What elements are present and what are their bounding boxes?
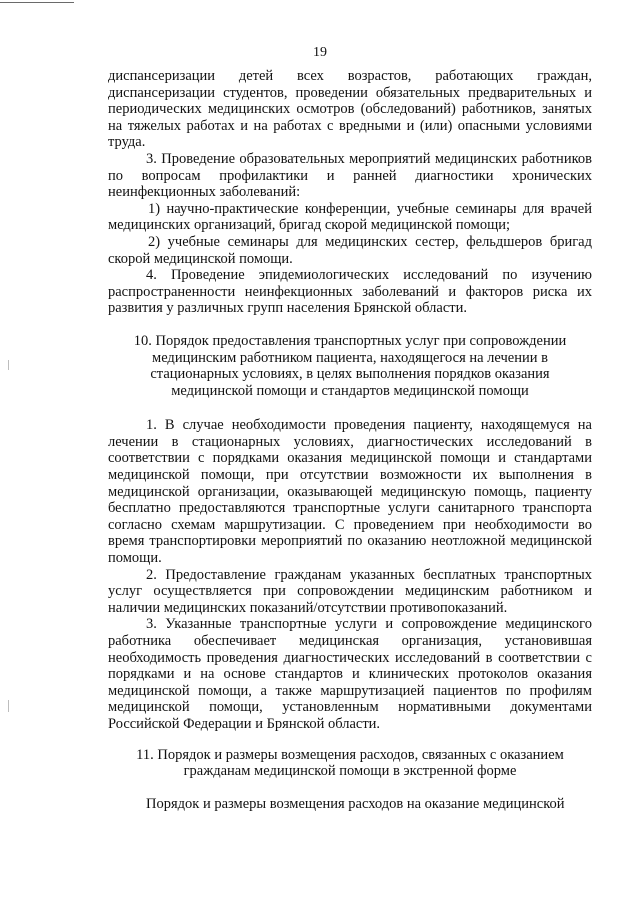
paragraph-section-10-item-2: 2. Предоставление гражданам указанных бесплатных транспортных услуг осуществляется при сопровождении медицинским работником и наличии медицинских показаний/отсутствии противопоказаний. — [108, 566, 592, 616]
paragraph-subitem-2-seminars: 2) учебные семинары для медицинских сестер, фельдшеров бригад скорой медицинской помощи. — [108, 233, 592, 267]
paragraph-item-3-education: 3. Проведение образовательных мероприятий медицинских работников по вопросам профилактики и ранней диагностики хронических неинфекционных заболеваний: — [108, 150, 592, 201]
paragraph-dispanserizatsii: диспансеризации детей всех возрастов, работающих граждан, диспансеризации студентов, проведении обязательных предварительных и периодических медицинских осмотров (обследований) работников, занятых на тяжелых работах и на работах с вредными и (или) опасными условиями труда. — [108, 68, 592, 151]
top-edge-rule — [0, 2, 74, 3]
paragraph-section-11-intro: Порядок и размеры возмещения расходов на оказание медицинской — [146, 795, 565, 812]
paragraph-item-4-epidemiology: 4. Проведение эпидемиологических исследований по изучению распространенности неинфекционных заболеваний и факторов риска их развития у различных групп населения Брянской области. — [108, 267, 592, 317]
page-number: 19 — [313, 45, 327, 60]
section-10-heading: 10. Порядок предоставления транспортных услуг при сопровождении медицинским работником пациента, находящегося на лечении в стационарных условиях, в целях выполнения порядков оказания медицинской помощи и стандартов медицинской помощи — [133, 332, 567, 399]
paragraph-section-10-item-3: 3. Указанные транспортные услуги и сопровождение медицинского работника обеспечивает медицинская организация, установившая необходимость проведения диагностических исследований в соответствии с порядками и на основе стандартов и клинических протоколов оказания медицинской помощи, а также маршрутизацией пациентов по профилям медицинской помощи, установленным нормативными документами Российской Федерации и Брянской области. — [108, 616, 592, 732]
paragraph-section-10-item-1: 1. В случае необходимости проведения пациенту, находящемуся на лечении в стационарных условиях, диагностических исследований в соответствии с порядками оказания медицинской помощи и стандартами медицинской помощи, при отсутствии возможности их выполнения в медицинской организации, оказывающей медицинскую помощь, пациенту бесплатно предоставляются транспортные услуги санитарного транспорта согласно схемам маршрутизации. С проведением при необходимости во время транспортировки мероприятий по оказанию неотложной медицинской помощи. — [108, 417, 592, 567]
section-11-heading: 11. Порядок и размеры возмещения расходов, связанных с оказанием гражданам медицинской помощи в экстренной форме — [136, 746, 564, 780]
left-margin-mark — [8, 360, 9, 370]
left-margin-mark — [8, 700, 9, 712]
paragraph-subitem-1-conferences: 1) научно-практические конференции, учебные семинары для врачей медицинских организаций, бригад скорой медицинской помощи; — [108, 200, 592, 234]
document-body — [108, 68, 592, 812]
